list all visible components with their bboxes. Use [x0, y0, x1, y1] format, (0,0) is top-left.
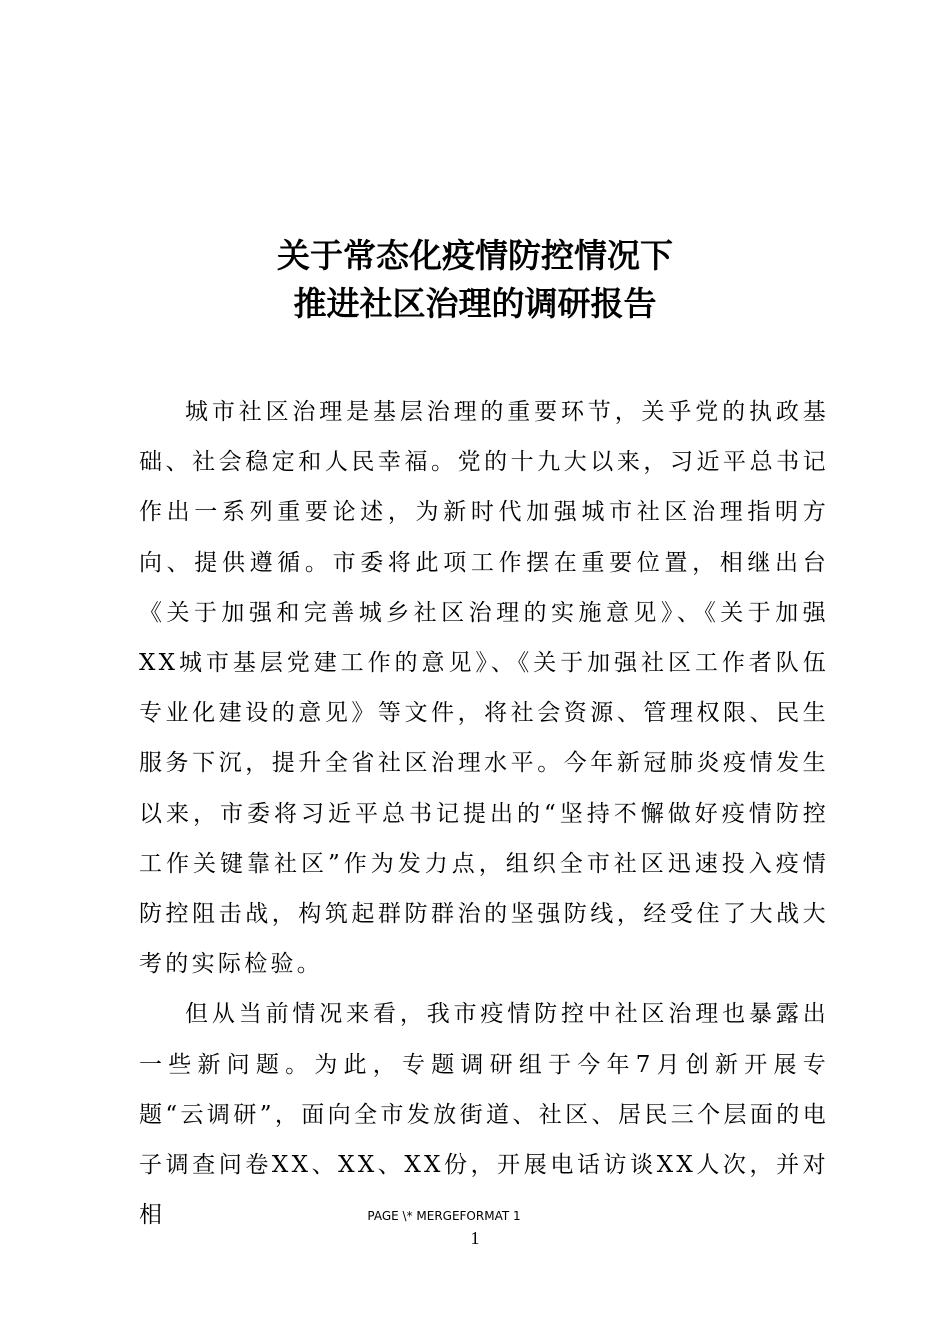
document-body	[139, 387, 829, 1240]
footer-field-code: PAGE \* MERGEFORMAT 1	[367, 1209, 521, 1223]
document-title	[0, 232, 950, 328]
body-paragraph: 但从当前情况来看，我市疫情防控中社区治理也暴露出一些新问题。为此，专题调研组于今年7月创新开展专题“云调研”，面向全市发放街道、社区、居民三个层面的电子调查问卷XX、XX、XX份，开展电话访谈XX人次，并对相	[139, 1001, 829, 1229]
body-paragraph: 城市社区治理是基层治理的重要环节，关乎党的执政基础、社会稳定和人民幸福。党的十九大以来，习近平总书记作出一系列重要论述，为新时代加强城市社区治理指明方向、提供遵循。市委将此项工作摆在重要位置，相继出台《关于加强和完善城乡社区治理的实施意见》、《关于加强XX城市基层党建工作的意见》、《关于加强社区工作者队伍专业化建设的意见》等文件，将社会资源、管理权限、民生服务下沉，提升全省社区治理水平。今年新冠肺炎疫情发生以来，市委将习近平总书记提出的“坚持不懈做好疫情防控工作关键靠社区”作为发力点，组织全市社区迅速投入疫情防控阻击战，构筑起群防群治的坚强防线，经受住了大战大考的实际检验。	[139, 399, 829, 978]
title-line-1: 关于常态化疫情防控情况下	[277, 236, 673, 275]
page-number: 1	[470, 1228, 480, 1248]
title-line-2: 推进社区治理的调研报告	[293, 284, 657, 323]
